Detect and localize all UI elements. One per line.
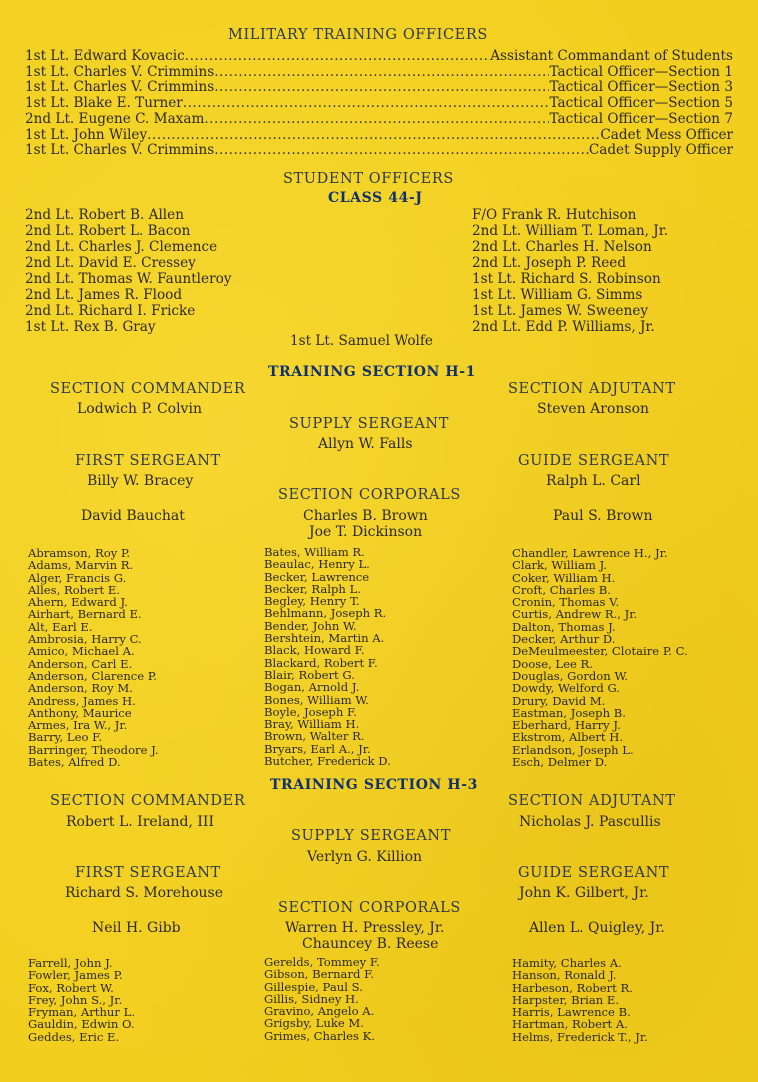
h1-corporal-center-2: Joe T. Dickinson <box>309 524 423 540</box>
cadet-name: Cronin, Thomas V. <box>512 595 620 610</box>
cadet-name: Hanson, Ronald J. <box>512 968 617 983</box>
mto-officer-name: 1st Lt. Charles V. Crimmins <box>25 142 215 159</box>
cadet-name: Hamity, Charles A. <box>512 956 622 970</box>
cadet-name: Esch, Delmer D. <box>512 755 608 770</box>
h3-guide: John K. Gilbert, Jr. <box>519 885 649 901</box>
h3-roster-column-2 <box>264 956 380 1042</box>
h1-first-label: FIRST SERGEANT <box>75 453 221 469</box>
cadet-name: Harpster, Brian E. <box>512 992 620 1007</box>
class-label: CLASS 44-J <box>328 190 423 206</box>
student-officer-name: 2nd Lt. Joseph P. Reed <box>472 255 627 271</box>
dot-leader <box>214 142 589 158</box>
student-officer-name: 2nd Lt. David E. Cressey <box>25 255 196 271</box>
h3-roster-column-1 <box>28 957 135 1043</box>
student-officer-name: 2nd Lt. James R. Flood <box>25 287 183 303</box>
cadet-name: Becker, Ralph L. <box>264 581 361 596</box>
mto-officer-role: Tactical Officer—Section 1 <box>549 63 733 80</box>
cadet-name: Gibson, Bernard F. <box>264 967 375 982</box>
cadet-name: Curtis, Andrew R., Jr. <box>512 607 638 622</box>
cadet-name: Bones, William W. <box>264 692 369 707</box>
h3-corporals-label: SECTION CORPORALS <box>278 900 461 916</box>
cadet-name: Gauldin, Edwin O. <box>28 1017 135 1032</box>
h1-roster-column-3 <box>512 547 688 768</box>
mto-officer-role: Assistant Commandant of Students <box>490 48 733 64</box>
student-officer-name: 2nd Lt. Edd P. Williams, Jr. <box>472 319 655 335</box>
h3-adjutant: Nicholas J. Pascullis <box>519 814 661 830</box>
cadet-name: Ambrosia, Harry C. <box>28 632 142 647</box>
cadet-name: Bray, William H. <box>264 717 360 732</box>
cadet-name: Decker, Arthur D. <box>512 632 616 647</box>
cadet-name: Boyle, Joseph F. <box>264 704 357 719</box>
h1-guide-label: GUIDE SERGEANT <box>518 453 670 469</box>
mto-officer-role: Cadet Mess Officer <box>600 126 733 143</box>
student-officers-title: STUDENT OFFICERS <box>283 171 454 187</box>
student-officer-name: 2nd Lt. Richard I. Fricke <box>25 303 196 319</box>
mto-row <box>25 79 733 95</box>
cadet-name: Eberhard, Harry J. <box>512 718 621 733</box>
student-officer-name: 1st Lt. Rex B. Gray <box>25 319 156 335</box>
h3-supply-label: SUPPLY SERGEANT <box>291 828 451 844</box>
h1-roster-column-2 <box>264 546 391 767</box>
h3-section-title: TRAINING SECTION H-3 <box>270 777 478 793</box>
h3-first-label: FIRST SERGEANT <box>75 865 221 881</box>
cadet-name: Abramson, Roy P. <box>28 546 131 560</box>
mto-officer-name: 1st Lt. Edward Kovacic <box>25 48 185 64</box>
h1-corporal-left: David Bauchat <box>81 508 185 524</box>
cadet-name: Alles, Robert E. <box>28 582 120 597</box>
h1-first: Billy W. Bracey <box>87 473 194 489</box>
cadet-name: Coker, William H. <box>512 570 616 585</box>
mto-officer-role: Cadet Supply Officer <box>588 142 733 159</box>
cadet-name: Bryars, Earl A., Jr. <box>264 741 371 756</box>
mto-officer-role: Tactical Officer—Section 3 <box>549 79 733 96</box>
cadet-name: Erlandson, Joseph L. <box>512 742 634 757</box>
cadet-name: Chandler, Lawrence H., Jr. <box>512 546 668 560</box>
cadet-name: Anderson, Clarence P. <box>28 668 157 683</box>
h1-roster-column-1 <box>28 547 159 768</box>
h3-adjutant-label: SECTION ADJUTANT <box>508 793 676 809</box>
cadet-name: Begley, Henry T. <box>264 594 360 609</box>
dot-leader <box>185 48 490 64</box>
student-officer-name: 2nd Lt. Charles J. Clemence <box>25 239 218 255</box>
h1-commander: Lodwich P. Colvin <box>77 401 202 417</box>
mto-officer-name: 2nd Lt. Eugene C. Maxam <box>25 110 205 127</box>
dot-leader <box>147 127 600 143</box>
h3-guide-label: GUIDE SERGEANT <box>518 865 670 881</box>
cadet-name: Harbeson, Robert R. <box>512 980 633 995</box>
cadet-name: Frey, John S., Jr. <box>28 992 123 1007</box>
cadet-name: Hartman, Robert A. <box>512 1017 628 1032</box>
mto-row <box>25 142 733 158</box>
h1-adjutant-label: SECTION ADJUTANT <box>508 381 676 397</box>
student-officers-right-column <box>472 207 668 335</box>
cadet-name: Bates, William R. <box>264 545 365 559</box>
cadet-name: Blair, Robert G. <box>264 667 355 682</box>
cadet-name: Brown, Walter R. <box>264 729 365 744</box>
cadet-name: Helms, Frederick T., Jr. <box>512 1029 648 1044</box>
mto-title: MILITARY TRAINING OFFICERS <box>228 27 488 43</box>
cadet-name: Farrell, John J. <box>28 956 113 970</box>
cadet-name: Becker, Lawrence <box>264 569 370 584</box>
cadet-name: Anderson, Roy M. <box>28 681 133 696</box>
cadet-name: Dowdy, Welford G. <box>512 681 620 696</box>
h1-guide: Ralph L. Carl <box>546 473 641 489</box>
cadet-name: Douglas, Gordon W. <box>512 668 629 683</box>
dot-leader <box>204 111 549 127</box>
cadet-name: Barringer, Theodore J. <box>28 742 159 757</box>
student-officer-center: 1st Lt. Samuel Wolfe <box>290 333 433 349</box>
student-officer-name: F/O Frank R. Hutchison <box>472 207 637 223</box>
mto-officer-name: 1st Lt. Charles V. Crimmins <box>25 79 215 96</box>
mto-row <box>25 111 733 127</box>
cadet-name: Fowler, James P. <box>28 968 123 983</box>
cadet-name: Eastman, Joseph B. <box>512 705 626 720</box>
h1-corporals-label: SECTION CORPORALS <box>278 487 461 503</box>
cadet-name: Andress, James H. <box>28 693 136 708</box>
cadet-name: Fryman, Arthur L. <box>28 1005 135 1020</box>
dot-leader <box>214 64 549 80</box>
cadet-name: Airhart, Bernard E. <box>28 607 142 622</box>
cadet-name: Black, Howard F. <box>264 643 365 658</box>
cadet-name: Alger, Francis G. <box>28 570 127 585</box>
cadet-name: Grimes, Charles K. <box>264 1028 376 1043</box>
mto-row <box>25 95 733 111</box>
cadet-name: Butcher, Frederick D. <box>264 754 391 769</box>
h3-commander: Robert L. Ireland, III <box>66 814 214 830</box>
h3-supply: Verlyn G. Killion <box>307 849 423 865</box>
h1-supply-label: SUPPLY SERGEANT <box>289 416 449 432</box>
cadet-name: Bates, Alfred D. <box>28 755 121 770</box>
h1-corporal-center-1: Charles B. Brown <box>303 508 428 524</box>
student-officer-name: 2nd Lt. William T. Loman, Jr. <box>472 223 669 239</box>
cadet-name: Bogan, Arnold J. <box>264 680 360 695</box>
mto-officer-name: 1st Lt. Blake E. Turner <box>25 95 183 112</box>
cadet-name: Behlmann, Joseph R. <box>264 606 387 621</box>
cadet-name: Geddes, Eric E. <box>28 1029 120 1044</box>
mto-officer-role: Tactical Officer—Section 7 <box>549 110 733 127</box>
mto-officer-role: Tactical Officer—Section 5 <box>549 95 733 112</box>
cadet-name: Gillespie, Paul S. <box>264 979 363 994</box>
h3-corporal-center-1: Warren H. Pressley, Jr. <box>285 920 445 936</box>
h1-section-title: TRAINING SECTION H-1 <box>268 364 476 380</box>
student-officer-name: 2nd Lt. Robert L. Bacon <box>25 223 191 239</box>
mto-officer-name: 1st Lt. John Wiley <box>25 126 148 143</box>
cadet-name: Dalton, Thomas J. <box>512 619 616 634</box>
cadet-name: Bershtein, Martin A. <box>264 631 385 646</box>
cadet-name: Croft, Charles B. <box>512 582 611 597</box>
cadet-name: Grigsby, Luke M. <box>264 1016 364 1031</box>
h1-adjutant: Steven Aronson <box>537 401 650 417</box>
cadet-name: DeMeulmeester, Clotaire P. C. <box>512 644 688 659</box>
h1-corporal-right: Paul S. Brown <box>553 508 653 524</box>
cadet-name: Alt, Earl E. <box>28 619 93 634</box>
h3-commander-label: SECTION COMMANDER <box>50 793 246 809</box>
cadet-name: Ahern, Edward J. <box>28 595 128 610</box>
h3-first: Richard S. Morehouse <box>65 885 223 901</box>
cadet-name: Fox, Robert W. <box>28 980 114 995</box>
cadet-name: Beaulac, Henry L. <box>264 557 370 572</box>
cadet-name: Barry, Leo F. <box>28 730 103 745</box>
student-officer-name: 2nd Lt. Charles H. Nelson <box>472 239 652 255</box>
cadet-name: Anthony, Maurice <box>28 705 132 720</box>
cadet-name: Gerelds, Tommey F. <box>264 955 380 969</box>
h3-roster-column-3 <box>512 957 648 1043</box>
cadet-name: Amico, Michael A. <box>28 644 135 659</box>
dot-leader <box>183 95 550 111</box>
cadet-name: Gillis, Sidney H. <box>264 991 359 1006</box>
h1-supply: Allyn W. Falls <box>318 436 413 452</box>
cadet-name: Ekstrom, Albert H. <box>512 730 624 745</box>
h1-commander-label: SECTION COMMANDER <box>50 381 246 397</box>
mto-officer-name: 1st Lt. Charles V. Crimmins <box>25 63 215 80</box>
h3-corporal-left: Neil H. Gibb <box>92 920 181 936</box>
student-officer-name: 1st Lt. James W. Sweeney <box>472 303 649 319</box>
cadet-name: Blackard, Robert F. <box>264 655 378 670</box>
student-officers-left-column <box>25 207 231 335</box>
student-officer-name: 2nd Lt. Thomas W. Fauntleroy <box>25 271 232 287</box>
student-officer-name: 1st Lt. William G. Simms <box>472 287 643 303</box>
cadet-name: Adams, Marvin R. <box>28 558 134 573</box>
h3-corporal-right: Allen L. Quigley, Jr. <box>529 920 665 936</box>
cadet-name: Clark, William J. <box>512 558 607 573</box>
mto-row <box>25 64 733 80</box>
student-officer-name: 1st Lt. Richard S. Robinson <box>472 271 661 287</box>
mto-row <box>25 48 733 64</box>
cadet-name: Gravino, Angelo A. <box>264 1004 375 1019</box>
cadet-name: Armes, Ira W., Jr. <box>28 718 128 733</box>
cadet-name: Anderson, Carl E. <box>28 656 133 671</box>
student-officer-name: 2nd Lt. Robert B. Allen <box>25 207 184 223</box>
cadet-name: Bender, John W. <box>264 618 357 633</box>
dot-leader <box>214 79 549 95</box>
cadet-name: Doose, Lee R. <box>512 656 593 671</box>
cadet-name: Harris, Lawrence B. <box>512 1005 631 1020</box>
cadet-name: Drury, David M. <box>512 693 606 708</box>
h3-corporal-center-2: Chauncey B. Reese <box>302 936 439 952</box>
mto-row <box>25 127 733 143</box>
